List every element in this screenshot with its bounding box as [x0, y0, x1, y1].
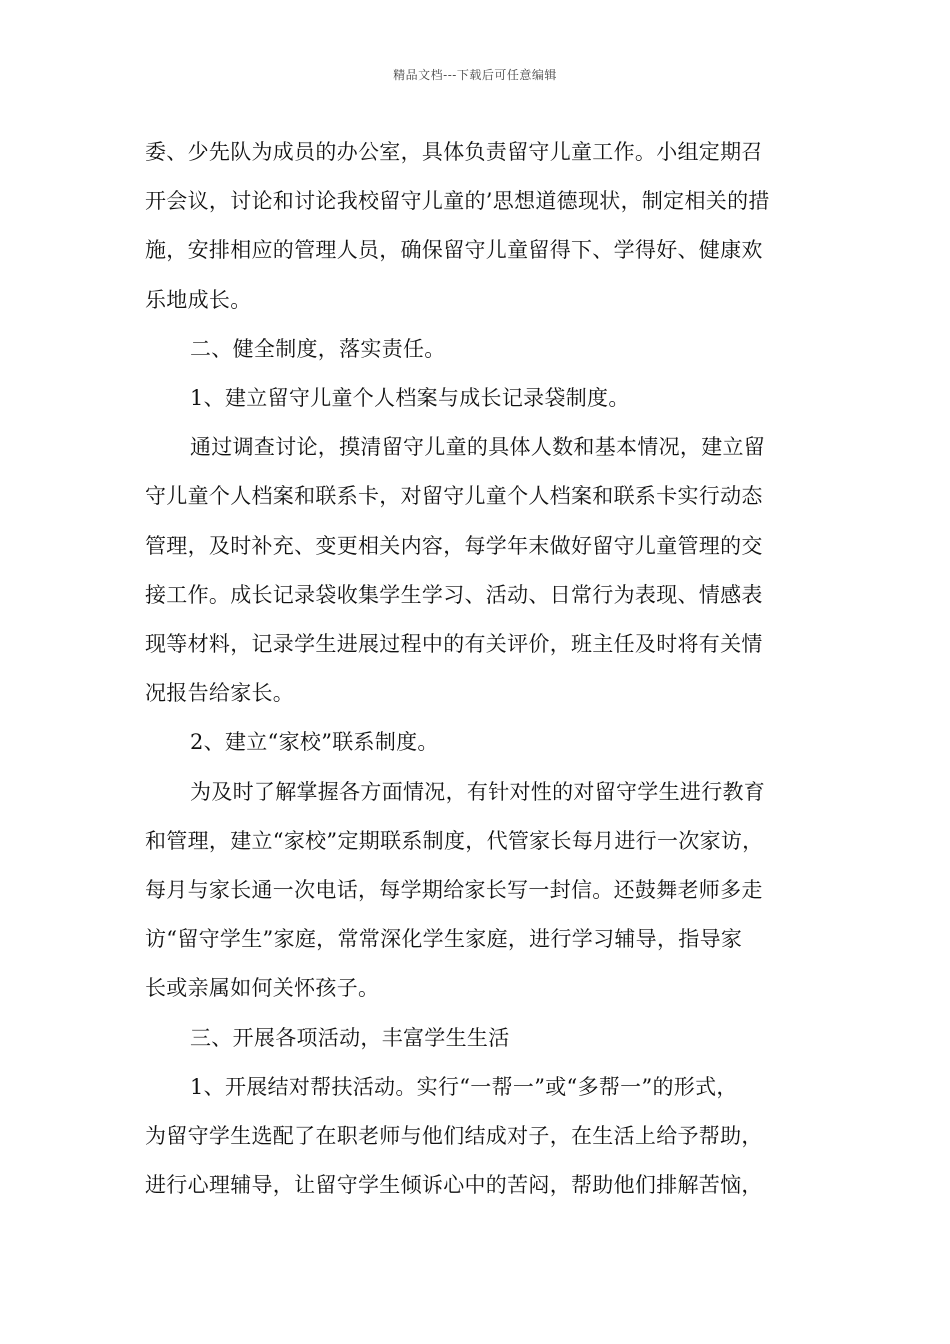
text-line: 和管理，建立“家校”定期联系制度，代管家长每月进行一次家访， — [145, 828, 764, 853]
text-line: 通过调查讨论，摸清留守儿童的具体人数和基本情况，建立留 — [190, 435, 766, 460]
text-line: 现等材料，记录学生进展过程中的有关评价，班主任及时将有关情 — [145, 632, 763, 657]
text-line: 1、开展结对帮扶活动。实行“一帮一”或“多帮一”的形式， — [190, 1074, 738, 1099]
document-body — [145, 128, 815, 1210]
text-line: 管理，及时补充、变更相关内容，每学年末做好留守儿童管理的交 — [145, 533, 763, 558]
text-line: 乐地成长。 — [145, 287, 252, 312]
text-line: 施，安排相应的管理人员，确保留守儿童留得下、学得好、健康欢 — [145, 238, 763, 263]
text-line: 况报告给家长。 — [145, 681, 295, 706]
text-line: 访“留守学生”家庭，常常深化学生家庭，进行学习辅导，指导家 — [145, 927, 743, 952]
section-heading: 三、开展各项活动，丰富学生生活 — [190, 1025, 510, 1050]
subsection-heading: 1、建立留守儿童个人档案与成长记录袋制度。 — [190, 386, 630, 411]
page-header: 精品文档---下载后可任意编辑 — [393, 68, 557, 82]
subsection-heading: 2、建立“家校”联系制度。 — [190, 730, 439, 755]
text-line: 守儿童个人档案和联系卡，对留守儿童个人档案和联系卡实行动态 — [145, 484, 763, 509]
text-line: 长或亲属如何关怀孩子。 — [145, 976, 380, 1001]
text-line: 每月与家长通一次电话，每学期给家长写一封信。还鼓舞老师多走 — [145, 878, 763, 903]
section-heading: 二、健全制度，落实责任。 — [190, 336, 446, 361]
text-line: 为及时了解掌握各方面情况，有针对性的对留守学生进行教育 — [190, 779, 766, 804]
text-line: 委、少先队为成员的办公室，具体负责留守儿童工作。小组定期召 — [145, 140, 763, 164]
text-line: 接工作。成长记录袋收集学生学习、活动、日常行为表现、情感表 — [145, 582, 763, 607]
text-line: 为留守学生选配了在职老师与他们结成对子，在生活上给予帮助， — [145, 1124, 763, 1149]
text-line: 进行心理辅导，让留守学生倾诉心中的苦闷，帮助他们排解苦恼， — [145, 1173, 763, 1198]
text-line: 开会议，讨论和讨论我校留守儿童的’思想道德现状，制定相关的措 — [145, 189, 770, 214]
